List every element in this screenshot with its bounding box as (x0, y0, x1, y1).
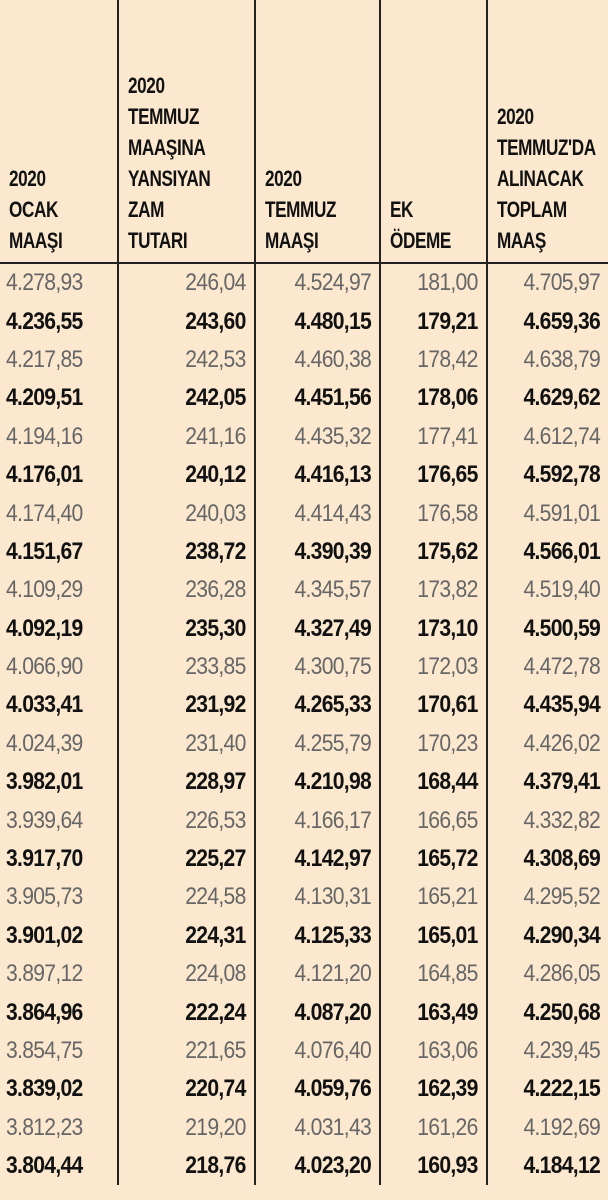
zam-tutari-cell: 240,03 (118, 494, 255, 532)
toplam-maas-cell: 4.250,68 (487, 993, 608, 1031)
ocak-maasi-cell: 4.024,39 (6, 729, 83, 757)
toplam-maas-cell: 4.332,82 (487, 801, 608, 839)
table-row (0, 341, 608, 379)
ek-odeme-cell: 165,21 (380, 878, 487, 916)
temmuz-maasi-cell: 4.480,15 (255, 302, 380, 340)
toplam-maas-cell: 4.295,52 (487, 878, 608, 916)
table-row (0, 840, 608, 878)
ocak-maasi-cell: 3.901,02 (6, 921, 83, 949)
toplam-maas-cell: 4.290,34 (487, 917, 608, 955)
temmuz-maasi-cell: 4.390,39 (255, 533, 380, 571)
table-row (0, 1147, 608, 1185)
ocak-maasi-cell: 4.278,93 (6, 269, 83, 297)
temmuz-maasi-cell: 4.345,57 (255, 571, 380, 609)
ek-odeme-cell: 172,03 (380, 648, 487, 686)
ek-odeme-cell: 164,85 (380, 955, 487, 993)
ek-odeme-cell: 163,49 (380, 993, 487, 1031)
temmuz-maasi-cell: 4.023,20 (255, 1147, 380, 1185)
table-row (0, 917, 608, 955)
ek-odeme-cell: 175,62 (380, 533, 487, 571)
table-row (0, 418, 608, 456)
temmuz-maasi-cell: 4.414,43 (255, 494, 380, 532)
temmuz-maasi-cell: 4.435,32 (255, 418, 380, 456)
ocak-maasi-cell: 4.174,40 (6, 499, 83, 527)
zam-tutari-cell: 240,12 (118, 456, 255, 494)
header-row (0, 0, 608, 263)
table-row (0, 725, 608, 763)
toplam-maas-cell: 4.435,94 (487, 686, 608, 724)
zam-tutari-cell: 238,72 (118, 533, 255, 571)
ocak-maasi-cell: 4.217,85 (6, 345, 83, 373)
zam-tutari-cell: 236,28 (118, 571, 255, 609)
ocak-maasi-cell: 4.151,67 (6, 537, 83, 565)
ocak-maasi-cell: 3.897,12 (6, 960, 83, 988)
table-row (0, 955, 608, 993)
ocak-maasi-cell: 4.194,16 (6, 422, 83, 450)
toplam-maas-cell: 4.591,01 (487, 494, 608, 532)
table-row (0, 686, 608, 724)
ek-odeme-cell: 173,82 (380, 571, 487, 609)
ocak-maasi-cell: 3.812,23 (6, 1113, 83, 1141)
toplam-maas-cell: 4.629,62 (487, 379, 608, 417)
zam-tutari-cell: 221,65 (118, 1032, 255, 1070)
toplam-maas-cell: 4.192,69 (487, 1109, 608, 1147)
ocak-maasi-cell: 3.982,01 (6, 768, 83, 796)
zam-tutari-cell: 233,85 (118, 648, 255, 686)
table-row (0, 302, 608, 340)
toplam-maas-cell: 4.638,79 (487, 341, 608, 379)
zam-tutari-cell: 242,05 (118, 379, 255, 417)
zam-tutari-cell: 235,30 (118, 610, 255, 648)
ek-odeme-cell: 178,42 (380, 341, 487, 379)
ocak-maasi-cell: 3.804,44 (6, 1152, 83, 1180)
header-ek-odeme: EK ÖDEME (380, 0, 487, 263)
ek-odeme-cell: 165,72 (380, 840, 487, 878)
ocak-maasi-cell: 4.236,55 (6, 307, 83, 335)
zam-tutari-cell: 242,53 (118, 341, 255, 379)
ek-odeme-cell: 176,65 (380, 456, 487, 494)
temmuz-maasi-cell: 4.327,49 (255, 610, 380, 648)
table-row (0, 763, 608, 801)
ocak-maasi-cell: 4.033,41 (6, 691, 83, 719)
zam-tutari-cell: 246,04 (118, 263, 255, 302)
ocak-maasi-cell: 4.066,90 (6, 653, 83, 681)
temmuz-maasi-cell: 4.125,33 (255, 917, 380, 955)
toplam-maas-cell: 4.222,15 (487, 1070, 608, 1108)
zam-tutari-cell: 231,40 (118, 725, 255, 763)
table-row (0, 993, 608, 1031)
temmuz-maasi-cell: 4.121,20 (255, 955, 380, 993)
ek-odeme-cell: 166,65 (380, 801, 487, 839)
temmuz-maasi-cell: 4.031,43 (255, 1109, 380, 1147)
ocak-maasi-cell: 3.854,75 (6, 1037, 83, 1064)
table-row (0, 1070, 608, 1108)
toplam-maas-cell: 4.472,78 (487, 648, 608, 686)
table-row (0, 801, 608, 839)
zam-tutari-cell: 243,60 (118, 302, 255, 340)
ocak-maasi-cell: 4.092,19 (6, 614, 83, 642)
table-row (0, 1032, 608, 1070)
ek-odeme-cell: 177,41 (380, 418, 487, 456)
zam-tutari-cell: 218,76 (118, 1147, 255, 1185)
table-row (0, 456, 608, 494)
ocak-maasi-cell: 3.939,64 (6, 806, 83, 834)
temmuz-maasi-cell: 4.460,38 (255, 341, 380, 379)
ocak-maasi-cell: 3.839,02 (6, 1075, 83, 1103)
ek-odeme-cell: 170,61 (380, 686, 487, 724)
temmuz-maasi-cell: 4.451,56 (255, 379, 380, 417)
ek-odeme-cell: 170,23 (380, 725, 487, 763)
ocak-maasi-cell: 3.864,96 (6, 998, 83, 1026)
temmuz-maasi-cell: 4.210,98 (255, 763, 380, 801)
header-temmuz-maasi: 2020 TEMMUZ MAAŞI (255, 0, 380, 263)
table-row (0, 878, 608, 916)
temmuz-maasi-cell: 4.059,76 (255, 1070, 380, 1108)
ocak-maasi-cell: 3.905,73 (6, 883, 83, 911)
table-row (0, 263, 608, 302)
ek-odeme-cell: 160,93 (380, 1147, 487, 1185)
zam-tutari-cell: 231,92 (118, 686, 255, 724)
ek-odeme-cell: 165,01 (380, 917, 487, 955)
ek-odeme-cell: 181,00 (380, 263, 487, 302)
toplam-maas-cell: 4.566,01 (487, 533, 608, 571)
ek-odeme-cell: 163,06 (380, 1032, 487, 1070)
table-row (0, 494, 608, 532)
ek-odeme-cell: 161,26 (380, 1109, 487, 1147)
zam-tutari-cell: 222,24 (118, 993, 255, 1031)
ek-odeme-cell: 178,06 (380, 379, 487, 417)
table-row (0, 1109, 608, 1147)
table-row (0, 571, 608, 609)
ek-odeme-cell: 173,10 (380, 610, 487, 648)
ek-odeme-cell: 168,44 (380, 763, 487, 801)
temmuz-maasi-cell: 4.166,17 (255, 801, 380, 839)
temmuz-maasi-cell: 4.255,79 (255, 725, 380, 763)
zam-tutari-cell: 219,20 (118, 1109, 255, 1147)
ocak-maasi-cell: 4.176,01 (6, 461, 83, 489)
toplam-maas-cell: 4.705,97 (487, 263, 608, 302)
temmuz-maasi-cell: 4.524,97 (255, 263, 380, 302)
table-header (0, 0, 608, 263)
temmuz-maasi-cell: 4.087,20 (255, 993, 380, 1031)
header-zam-tutari: 2020 TEMMUZ MAAŞINA YANSIYAN ZAM TUTARI (118, 0, 255, 263)
table-row (0, 648, 608, 686)
toplam-maas-cell: 4.184,12 (487, 1147, 608, 1185)
zam-tutari-cell: 224,31 (118, 917, 255, 955)
zam-tutari-cell: 225,27 (118, 840, 255, 878)
toplam-maas-cell: 4.308,69 (487, 840, 608, 878)
zam-tutari-cell: 241,16 (118, 418, 255, 456)
zam-tutari-cell: 226,53 (118, 801, 255, 839)
toplam-maas-cell: 4.426,02 (487, 725, 608, 763)
toplam-maas-cell: 4.659,36 (487, 302, 608, 340)
temmuz-maasi-cell: 4.142,97 (255, 840, 380, 878)
zam-tutari-cell: 228,97 (118, 763, 255, 801)
ek-odeme-cell: 162,39 (380, 1070, 487, 1108)
header-ocak-maasi: 2020 OCAK MAAŞI (9, 166, 63, 253)
ocak-maasi-cell: 4.109,29 (6, 576, 83, 604)
zam-tutari-cell: 224,58 (118, 878, 255, 916)
ek-odeme-cell: 176,58 (380, 494, 487, 532)
temmuz-maasi-cell: 4.416,13 (255, 456, 380, 494)
toplam-maas-cell: 4.612,74 (487, 418, 608, 456)
toplam-maas-cell: 4.500,59 (487, 610, 608, 648)
zam-tutari-cell: 220,74 (118, 1070, 255, 1108)
zam-tutari-cell: 224,08 (118, 955, 255, 993)
temmuz-maasi-cell: 4.076,40 (255, 1032, 380, 1070)
toplam-maas-cell: 4.379,41 (487, 763, 608, 801)
table-row (0, 379, 608, 417)
toplam-maas-cell: 4.592,78 (487, 456, 608, 494)
ek-odeme-cell: 179,21 (380, 302, 487, 340)
temmuz-maasi-cell: 4.130,31 (255, 878, 380, 916)
ocak-maasi-cell: 3.917,70 (6, 845, 83, 873)
temmuz-maasi-cell: 4.300,75 (255, 648, 380, 686)
toplam-maas-cell: 4.239,45 (487, 1032, 608, 1070)
table-row (0, 533, 608, 571)
table-row (0, 610, 608, 648)
table-body (0, 263, 608, 1185)
toplam-maas-cell: 4.286,05 (487, 955, 608, 993)
header-toplam-maas: 2020 TEMMUZ'DA ALINACAK TOPLAM MAAŞ (487, 0, 608, 263)
toplam-maas-cell: 4.519,40 (487, 571, 608, 609)
ocak-maasi-cell: 4.209,51 (6, 384, 83, 412)
temmuz-maasi-cell: 4.265,33 (255, 686, 380, 724)
